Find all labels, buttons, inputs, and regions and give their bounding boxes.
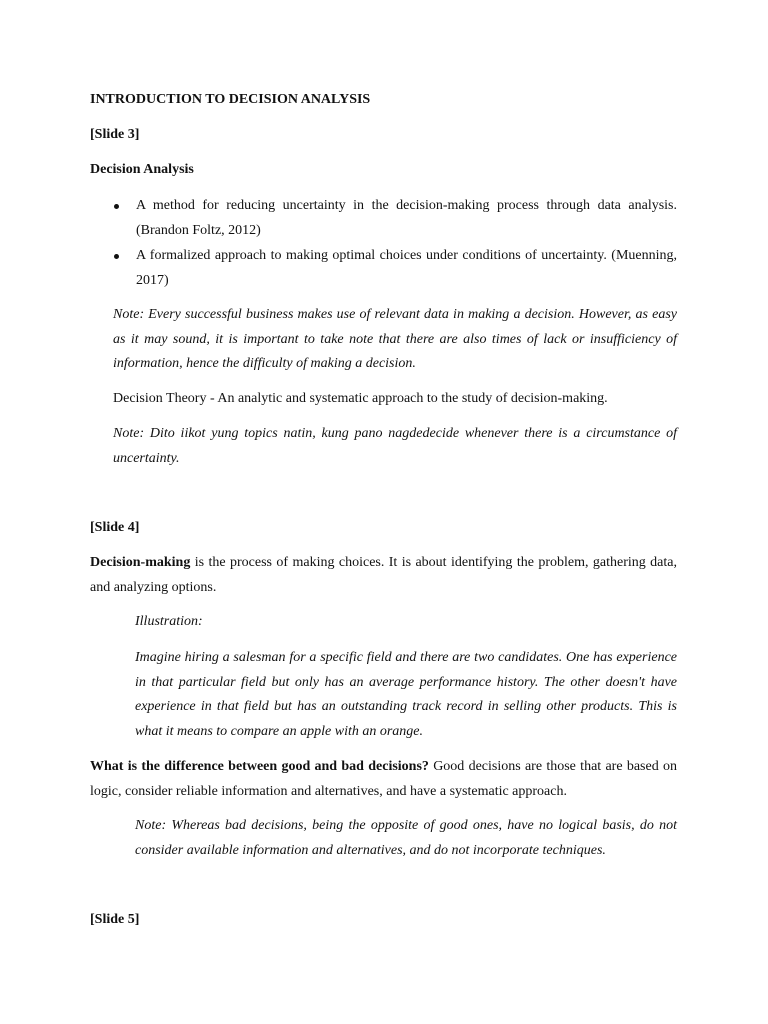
good-vs-bad-decisions: What is the difference between good and bad decisions? Good decisions are those that are based on logic, consider reliable information and alternatives, and have a systematic approach. bbox=[90, 759, 677, 799]
slide-5-label: [Slide 5] bbox=[90, 912, 140, 927]
note-bad-decisions: Note: Whereas bad decisions, being the opposite of good ones, have no logical basis, do not consider available information and alternatives, and do not incorporate techniques. bbox=[135, 818, 677, 858]
note-topics: Note: Dito iikot yung topics natin, kung pano nagdedecide whenever there is a circumstance of uncertainty. bbox=[113, 426, 677, 466]
illustration-text: Imagine hiring a salesman for a specific field and there are two candidates. One has experience in that particular field but only has an average performance history. The other doesn't have experience in that field but has an outstanding track record in selling other products. This is what it means to compare an apple with an orange. bbox=[135, 650, 677, 739]
definition-list bbox=[90, 194, 677, 294]
list-item: A formalized approach to making optimal choices under conditions of uncertainty. (Muenning, 2017) bbox=[90, 244, 677, 293]
bullet-icon bbox=[114, 254, 119, 259]
list-item: A method for reducing uncertainty in the decision-making process through data analysis. (Brandon Foltz, 2012) bbox=[90, 194, 677, 243]
illustration-label: Illustration: bbox=[135, 614, 203, 629]
good-vs-bad-question: What is the difference between good and bad decisions? bbox=[90, 759, 429, 774]
slide-4-label: [Slide 4] bbox=[90, 520, 140, 535]
decision-making-term: Decision-making bbox=[90, 555, 191, 570]
decision-making-definition: Decision-making is the process of making choices. It is about identifying the problem, gathering data, and analyzing options. bbox=[90, 555, 677, 595]
document-title: INTRODUCTION TO DECISION ANALYSIS bbox=[90, 92, 371, 107]
slide-3-label: [Slide 3] bbox=[90, 127, 140, 142]
note-data-relevance: Note: Every successful business makes use of relevant data in making a decision. However, as easy as it may sound, it is important to take note that there are also times of lack or insufficiency of information, hence the difficulty of making a decision. bbox=[113, 307, 677, 371]
decision-theory-definition: Decision Theory - An analytic and systematic approach to the study of decision-making. bbox=[113, 391, 608, 406]
bullet-icon bbox=[114, 204, 119, 209]
decision-analysis-heading: Decision Analysis bbox=[90, 162, 194, 177]
